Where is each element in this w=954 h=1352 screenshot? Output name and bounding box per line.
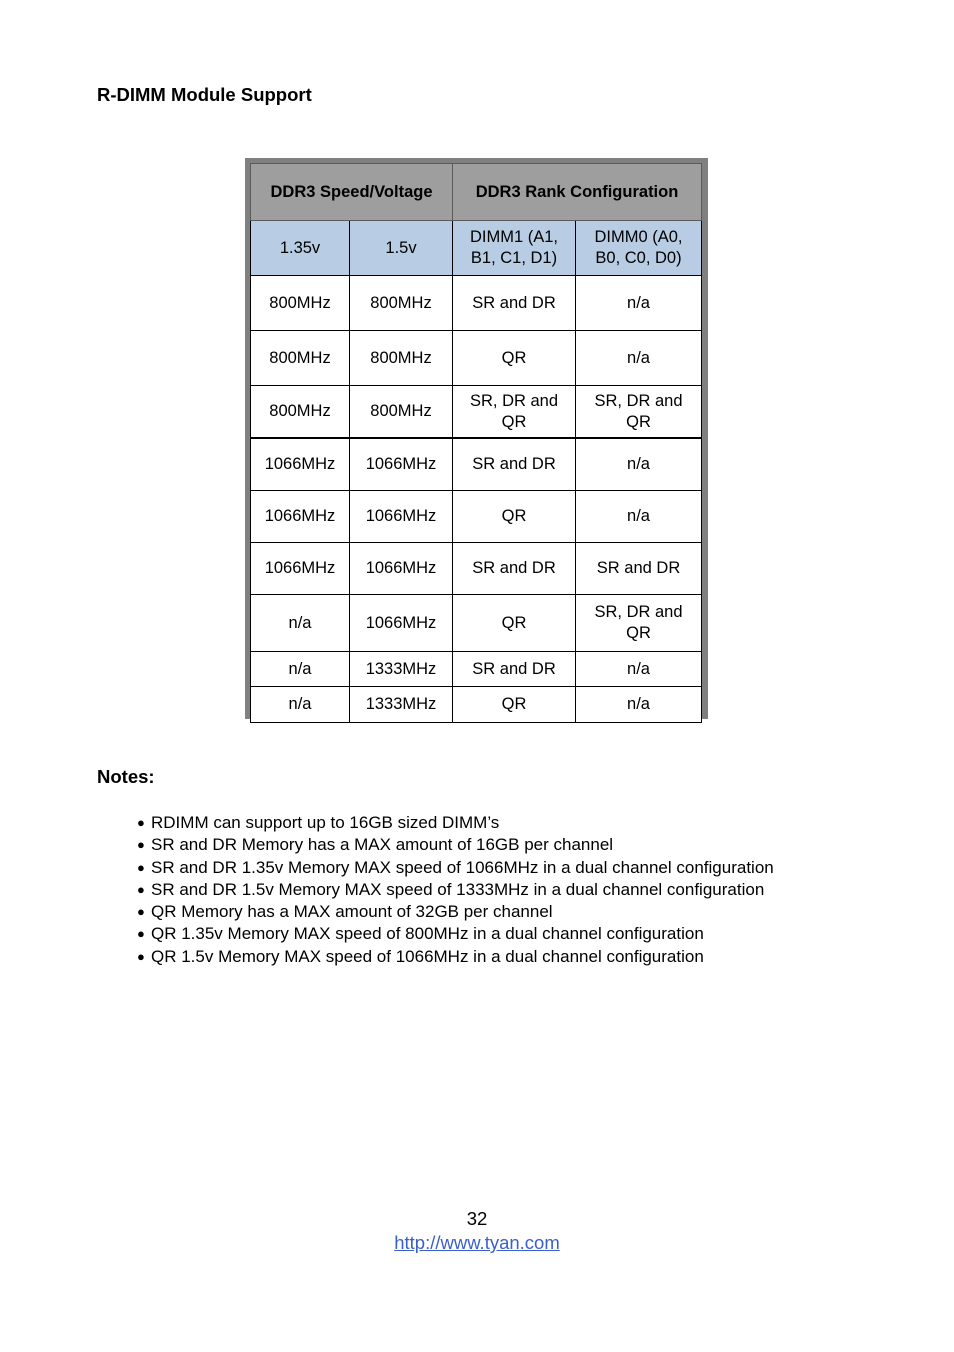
bullet-icon: ●: [137, 815, 145, 830]
subheader-1-35v: 1.35v: [251, 221, 350, 276]
table-cell: 1333MHz: [350, 687, 453, 723]
table-row: [251, 491, 702, 543]
table-row: [251, 386, 702, 439]
list-item: [137, 812, 774, 834]
table-row: [251, 687, 702, 723]
list-item: [137, 857, 774, 879]
table-cell: n/a: [576, 331, 702, 386]
table-cell: QR: [453, 595, 576, 652]
table-cell: SR, DR and QR: [576, 386, 702, 439]
table-cell: 1066MHz: [251, 438, 350, 491]
table-row: [251, 331, 702, 386]
list-item: [137, 834, 774, 856]
bullet-icon: ●: [137, 948, 145, 964]
note-text: SR and DR 1.35v Memory MAX speed of 1066MHz in a dual channel configuration: [151, 857, 774, 877]
table-row: [251, 543, 702, 595]
note-text: RDIMM can support up to 16GB sized DIMM’s: [151, 813, 500, 832]
table-row: [251, 595, 702, 652]
list-item: [137, 923, 774, 945]
table-cell: 800MHz: [251, 276, 350, 331]
list-item: [137, 879, 774, 901]
list-item: [137, 901, 774, 923]
table-cell: QR: [453, 491, 576, 543]
table-cell: SR, DR and QR: [453, 386, 576, 439]
table-cell: SR and DR: [576, 543, 702, 595]
header-rank-configuration: DDR3 Rank Configuration: [453, 164, 702, 221]
section-title: R-DIMM Module Support: [97, 84, 312, 105]
table-cell: SR and DR: [453, 438, 576, 491]
table-cell: SR and DR: [453, 276, 576, 331]
table-cell: n/a: [576, 687, 702, 723]
table-row: [251, 652, 702, 687]
table-cell: 1066MHz: [350, 491, 453, 543]
note-text: QR 1.5v Memory MAX speed of 1066MHz in a dual channel configuration: [151, 946, 704, 966]
note-text: QR 1.35v Memory MAX speed of 800MHz in a dual channel configuration: [151, 924, 704, 944]
table-cell: 1066MHz: [350, 438, 453, 491]
note-text: SR and DR 1.5v Memory MAX speed of 1333MHz in a dual channel configuration: [151, 879, 765, 899]
notes-title: Notes:: [97, 766, 155, 787]
page-number: 32: [466, 1208, 488, 1229]
rdimm-support-table: [250, 163, 702, 723]
table-cell: 800MHz: [251, 331, 350, 386]
note-text: SR and DR Memory has a MAX amount of 16GB per channel: [151, 835, 614, 855]
table-cell: n/a: [576, 276, 702, 331]
table-cell: n/a: [251, 595, 350, 652]
note-text: QR Memory has a MAX amount of 32GB per channel: [151, 902, 553, 922]
subheader-dimm0: DIMM0 (A0, B0, C0, D0): [576, 221, 702, 276]
table-cell: n/a: [251, 652, 350, 687]
table-cell: 800MHz: [251, 386, 350, 439]
table-cell: 1066MHz: [251, 543, 350, 595]
table-row: [251, 438, 702, 491]
bullet-icon: ●: [137, 859, 145, 875]
bullet-icon: ●: [137, 904, 145, 920]
table-cell: 1333MHz: [350, 652, 453, 687]
table-row: [251, 276, 702, 331]
table-cell: 1066MHz: [251, 491, 350, 543]
header-speed-voltage: DDR3 Speed/Voltage: [251, 164, 453, 221]
rdimm-support-table-frame: [245, 158, 708, 719]
notes-list: [137, 812, 774, 968]
table-cell: SR and DR: [453, 652, 576, 687]
subheader-1-5v: 1.5v: [350, 221, 453, 276]
table-cell: SR and DR: [453, 543, 576, 595]
table-cell: n/a: [576, 491, 702, 543]
table-cell: SR, DR and QR: [576, 595, 702, 652]
table-cell: n/a: [576, 438, 702, 491]
list-item: [137, 946, 774, 968]
table-cell: 800MHz: [350, 276, 453, 331]
bullet-icon: ●: [137, 926, 145, 942]
table-cell: QR: [453, 331, 576, 386]
footer-link-container: [0, 1232, 954, 1254]
table-cell: 1066MHz: [350, 543, 453, 595]
table-cell: n/a: [576, 652, 702, 687]
tyan-website-link[interactable]: http://www.tyan.com: [394, 1232, 560, 1253]
table-cell: 800MHz: [350, 386, 453, 439]
table-cell: n/a: [251, 687, 350, 723]
bullet-icon: ●: [137, 837, 145, 853]
bullet-icon: ●: [137, 881, 145, 897]
table-cell: 1066MHz: [350, 595, 453, 652]
subheader-dimm1: DIMM1 (A1, B1, C1, D1): [453, 221, 576, 276]
table-cell: QR: [453, 687, 576, 723]
table-cell: 800MHz: [350, 331, 453, 386]
